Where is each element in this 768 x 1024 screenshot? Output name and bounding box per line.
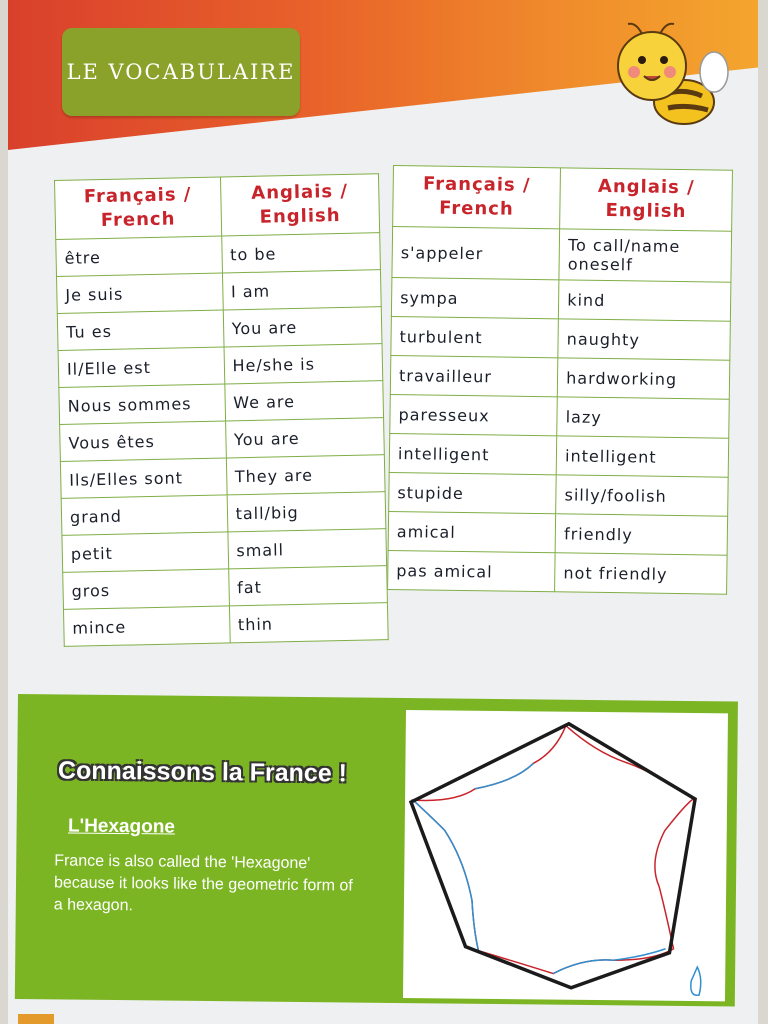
english-word: silly/foolish (556, 475, 728, 516)
french-word: petit (62, 532, 228, 572)
france-hexagon-map-icon (403, 710, 728, 1001)
english-word: intelligent (556, 436, 728, 477)
france-heading: Connaissons la France ! (57, 756, 348, 788)
english-word: tall/big (227, 492, 386, 532)
vocabulary-table-left (54, 173, 389, 647)
textbook-page (8, 0, 758, 1024)
english-word: thin (229, 603, 388, 643)
english-word: He/she is (224, 344, 383, 384)
english-word: friendly (555, 514, 727, 555)
english-word: to be (221, 233, 380, 273)
english-word: I am (222, 270, 381, 310)
french-word: pas amical (388, 550, 556, 591)
french-word: Tu es (57, 310, 223, 350)
col-header-english: Anglais / English (560, 168, 733, 231)
table-row (388, 550, 728, 594)
english-word: small (227, 529, 386, 569)
english-word: We are (224, 381, 383, 421)
french-word: intelligent (389, 433, 557, 474)
french-word: stupide (389, 472, 557, 513)
english-word: kind (559, 280, 731, 321)
english-word: You are (223, 307, 382, 347)
french-word: travailleur (390, 355, 558, 396)
french-word: grand (61, 495, 227, 535)
french-word: Je suis (57, 273, 223, 313)
french-word: Nous sommes (59, 384, 225, 424)
table-header-row (55, 174, 380, 240)
french-word: amical (388, 511, 556, 552)
col-header-french: Français / French (55, 177, 222, 239)
french-word: s'appeler (392, 227, 560, 280)
table-row (391, 316, 731, 360)
french-word: Vous êtes (60, 421, 226, 461)
french-word: mince (63, 606, 229, 646)
english-word: naughty (558, 319, 730, 360)
col-header-english: Anglais / English (220, 174, 380, 236)
vocabulary-table-right (387, 165, 733, 595)
english-word: lazy (557, 397, 729, 438)
french-word: paresseux (390, 394, 558, 435)
table-header-row (393, 166, 733, 232)
french-word: être (56, 236, 222, 276)
table-row (389, 472, 729, 516)
english-word: hardworking (557, 358, 729, 399)
hexagon-description: France is also called the 'Hexagone' because it looks like the geometric form of a hexagon. (53, 852, 353, 915)
english-word: They are (226, 455, 385, 495)
hexagon-subheading: L'Hexagone (67, 815, 176, 838)
table-row (389, 433, 729, 477)
english-word: fat (228, 566, 387, 606)
french-word: sympa (391, 277, 559, 318)
page-number-tab (18, 1014, 54, 1024)
table-row (388, 511, 728, 555)
table-row (390, 394, 730, 438)
french-word: Ils/Elles sont (60, 458, 226, 498)
french-word: gros (63, 569, 229, 609)
table-row (392, 227, 732, 283)
bee-mascot-icon (604, 14, 734, 144)
english-word: You are (225, 418, 384, 458)
french-word: Il/Elle est (58, 347, 224, 387)
table-row (390, 355, 730, 399)
col-header-french: Français / French (393, 166, 561, 229)
english-word: To call/name oneself (559, 229, 732, 282)
french-word: turbulent (391, 316, 559, 357)
table-row (391, 277, 731, 321)
table-row (63, 603, 388, 647)
english-word: not friendly (555, 553, 727, 594)
section-title: LE VOCABULAIRE (62, 28, 300, 116)
